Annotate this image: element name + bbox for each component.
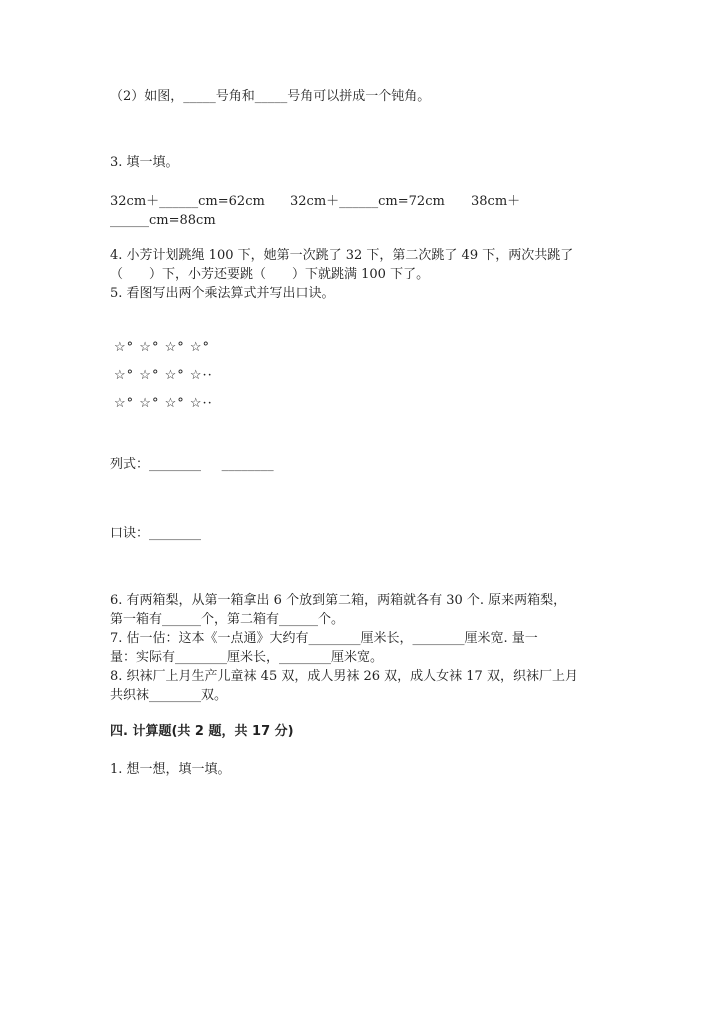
star-row-2: ☆° ☆° ☆° ☆·· (114, 368, 213, 383)
question-4-line1: 4. 小芳计划跳绳 100 下，她第一次跳了 32 下，第二次跳了 49 下，两次共跳了 (110, 248, 574, 263)
question-6-line1: 6. 有两箱梨，从第一箱拿出 6 个放到第二箱，两箱就各有 30 个. 原来两箱梨， (110, 593, 567, 608)
question-5: 5. 看图写出两个乘法算式并写出口诀。 (110, 286, 335, 301)
question-7-line1: 7. 估一估：这本《一点通》大约有________厘米长，________厘米宽. 量一 (110, 631, 538, 646)
question-6-line2: 第一箱有______个，第二箱有______个。 (110, 612, 345, 627)
question-3-item-a: 32cm＋______cm=62cm (110, 194, 265, 209)
question-3-item-c-cont: ______cm=88cm (110, 213, 216, 228)
star-row-1: ☆° ☆° ☆° ☆° (114, 340, 211, 355)
section-4-heading: 四. 计算题(共 2 题，共 17 分) (110, 724, 294, 739)
question-4-line2: （ ）下，小芳还要跳（ ）下就跳满 100 下了。 (110, 267, 430, 282)
question-7-line2: 量：实际有________厘米长，________厘米宽。 (110, 650, 384, 665)
star-row-3: ☆° ☆° ☆° ☆·· (114, 396, 213, 411)
question-3-item-c: 38cm＋ (471, 194, 521, 209)
question-3-item-b: 32cm＋______cm=72cm (290, 194, 445, 209)
question-2-2: （2）如图，_____号角和_____号角可以拼成一个钝角。 (110, 89, 431, 104)
question-3-title: 3. 填一填。 (110, 155, 179, 170)
question-8-line2: 共织袜________双。 (110, 688, 228, 703)
rhyme-blank: 口诀：________ (110, 526, 202, 541)
section-4-question-1: 1. 想一想，填一填。 (110, 762, 231, 777)
question-8-line1: 8. 织袜厂上月生产儿童袜 45 双，成人男袜 26 双，成人女袜 17 双，织袜厂上月 (110, 669, 578, 684)
formula-blank: 列式：________ ________ (110, 457, 274, 472)
